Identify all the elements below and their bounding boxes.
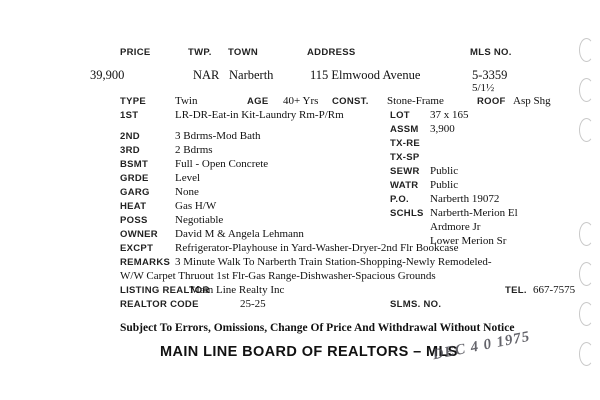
basement-label: BSMT (120, 159, 149, 170)
telephone-value: 667-7575 (533, 284, 576, 296)
lot-value: 37 x 165 (430, 109, 469, 121)
schools-label: SCHLS (390, 208, 424, 219)
mls-number-label: MLS NO. (470, 47, 512, 58)
tax-special-label: TX-SP (390, 152, 420, 163)
roof-value: Asp Shg (513, 95, 551, 107)
possession-value: Negotiable (175, 214, 224, 226)
sewer-value: Public (430, 165, 459, 177)
punch-hole-icon (579, 78, 594, 102)
second-floor-label: 2ND (120, 131, 140, 142)
garage-label: GARG (120, 187, 150, 198)
owner-value: David M & Angela Lehmann (175, 228, 304, 240)
third-floor-label: 3RD (120, 145, 140, 156)
age-label: AGE (247, 96, 269, 107)
garage-value: None (175, 186, 199, 198)
date-stamp: DEC 4 0 1975 (431, 328, 532, 364)
organization-title: MAIN LINE BOARD OF REALTORS – MLS (160, 344, 458, 360)
remarks-label: REMARKS (120, 257, 171, 268)
realtor-code-value: 25-25 (240, 298, 266, 310)
exceptions-value: Refrigerator-Playhouse in Yard-Washer-Dryer-2nd Flr Bookcase (175, 242, 459, 254)
listing-realtor-value: Main Line Realty Inc (190, 284, 285, 296)
first-floor-label: 1ST (120, 110, 139, 121)
sewer-label: SEWR (390, 166, 420, 177)
punch-hole-icon (579, 342, 594, 366)
lot-label: LOT (390, 110, 410, 121)
possession-label: POSS (120, 215, 148, 226)
post-office-label: P.O. (390, 194, 409, 205)
disclaimer-text: Subject To Errors, Omissions, Change Of Price And Withdrawal Without Notice (120, 322, 515, 334)
second-floor-value: 3 Bdrms-Mod Bath (175, 130, 261, 142)
owner-label: OWNER (120, 229, 158, 240)
schools-value-senior: Lower Merion Sr (430, 235, 507, 247)
type-value: Twin (175, 95, 198, 107)
twp-value: NAR (193, 68, 220, 82)
mls-number-value: 5-3359 (472, 68, 508, 82)
tax-real-estate-label: TX-RE (390, 138, 420, 149)
town-value: Narberth (229, 68, 274, 82)
exceptions-label: EXCPT (120, 243, 154, 254)
telephone-label: TEL. (505, 285, 527, 296)
type-label: TYPE (120, 96, 147, 107)
price-label: PRICE (120, 47, 151, 58)
address-value: 115 Elmwood Avenue (310, 68, 421, 82)
town-label: TOWN (228, 47, 259, 58)
remarks-line-2: W/W Carpet Thruout 1st Flr-Gas Range-Dishwasher-Spacious Grounds (120, 270, 436, 282)
schools-value: Narberth-Merion El (430, 207, 518, 219)
address-label: ADDRESS (307, 47, 356, 58)
realtor-code-label: REALTOR CODE (120, 299, 199, 310)
heat-label: HEAT (120, 201, 147, 212)
water-label: WATR (390, 180, 419, 191)
post-office-value: Narberth 19072 (430, 193, 500, 205)
punch-hole-icon (579, 302, 594, 326)
price-value: 39,900 (90, 68, 125, 82)
grade-value: Level (175, 172, 201, 184)
roof-label: ROOF (477, 96, 506, 107)
construction-label: CONST. (332, 96, 369, 107)
punch-hole-icon (579, 38, 594, 62)
listing-realtor-label: LISTING REALTOR (120, 285, 210, 296)
salesman-number-label: SLMS. NO. (390, 299, 442, 310)
first-floor-value: LR-DR-Eat-in Kit-Laundry Rm-P/Rm (175, 109, 344, 121)
punch-hole-icon (579, 262, 594, 286)
heat-value: Gas H/W (175, 200, 217, 212)
remarks-line-1: 3 Minute Walk To Narberth Train Station-Shopping-Newly Remodeled- (175, 256, 492, 268)
water-value: Public (430, 179, 459, 191)
punch-hole-icon (579, 222, 594, 246)
punch-hole-icon (579, 118, 594, 142)
age-value: 40+ Yrs (283, 95, 319, 107)
schools-value-junior: Ardmore Jr (430, 221, 481, 233)
construction-value: Stone-Frame (387, 95, 444, 107)
twp-label: TWP. (188, 47, 212, 58)
mls-number-value-secondary: 5/1½ (472, 82, 495, 94)
grade-label: GRDE (120, 173, 149, 184)
assessment-label: ASSM (390, 124, 419, 135)
assessment-value: 3,900 (430, 123, 455, 135)
third-floor-value: 2 Bdrms (175, 144, 213, 156)
basement-value: Full - Open Concrete (175, 158, 269, 170)
